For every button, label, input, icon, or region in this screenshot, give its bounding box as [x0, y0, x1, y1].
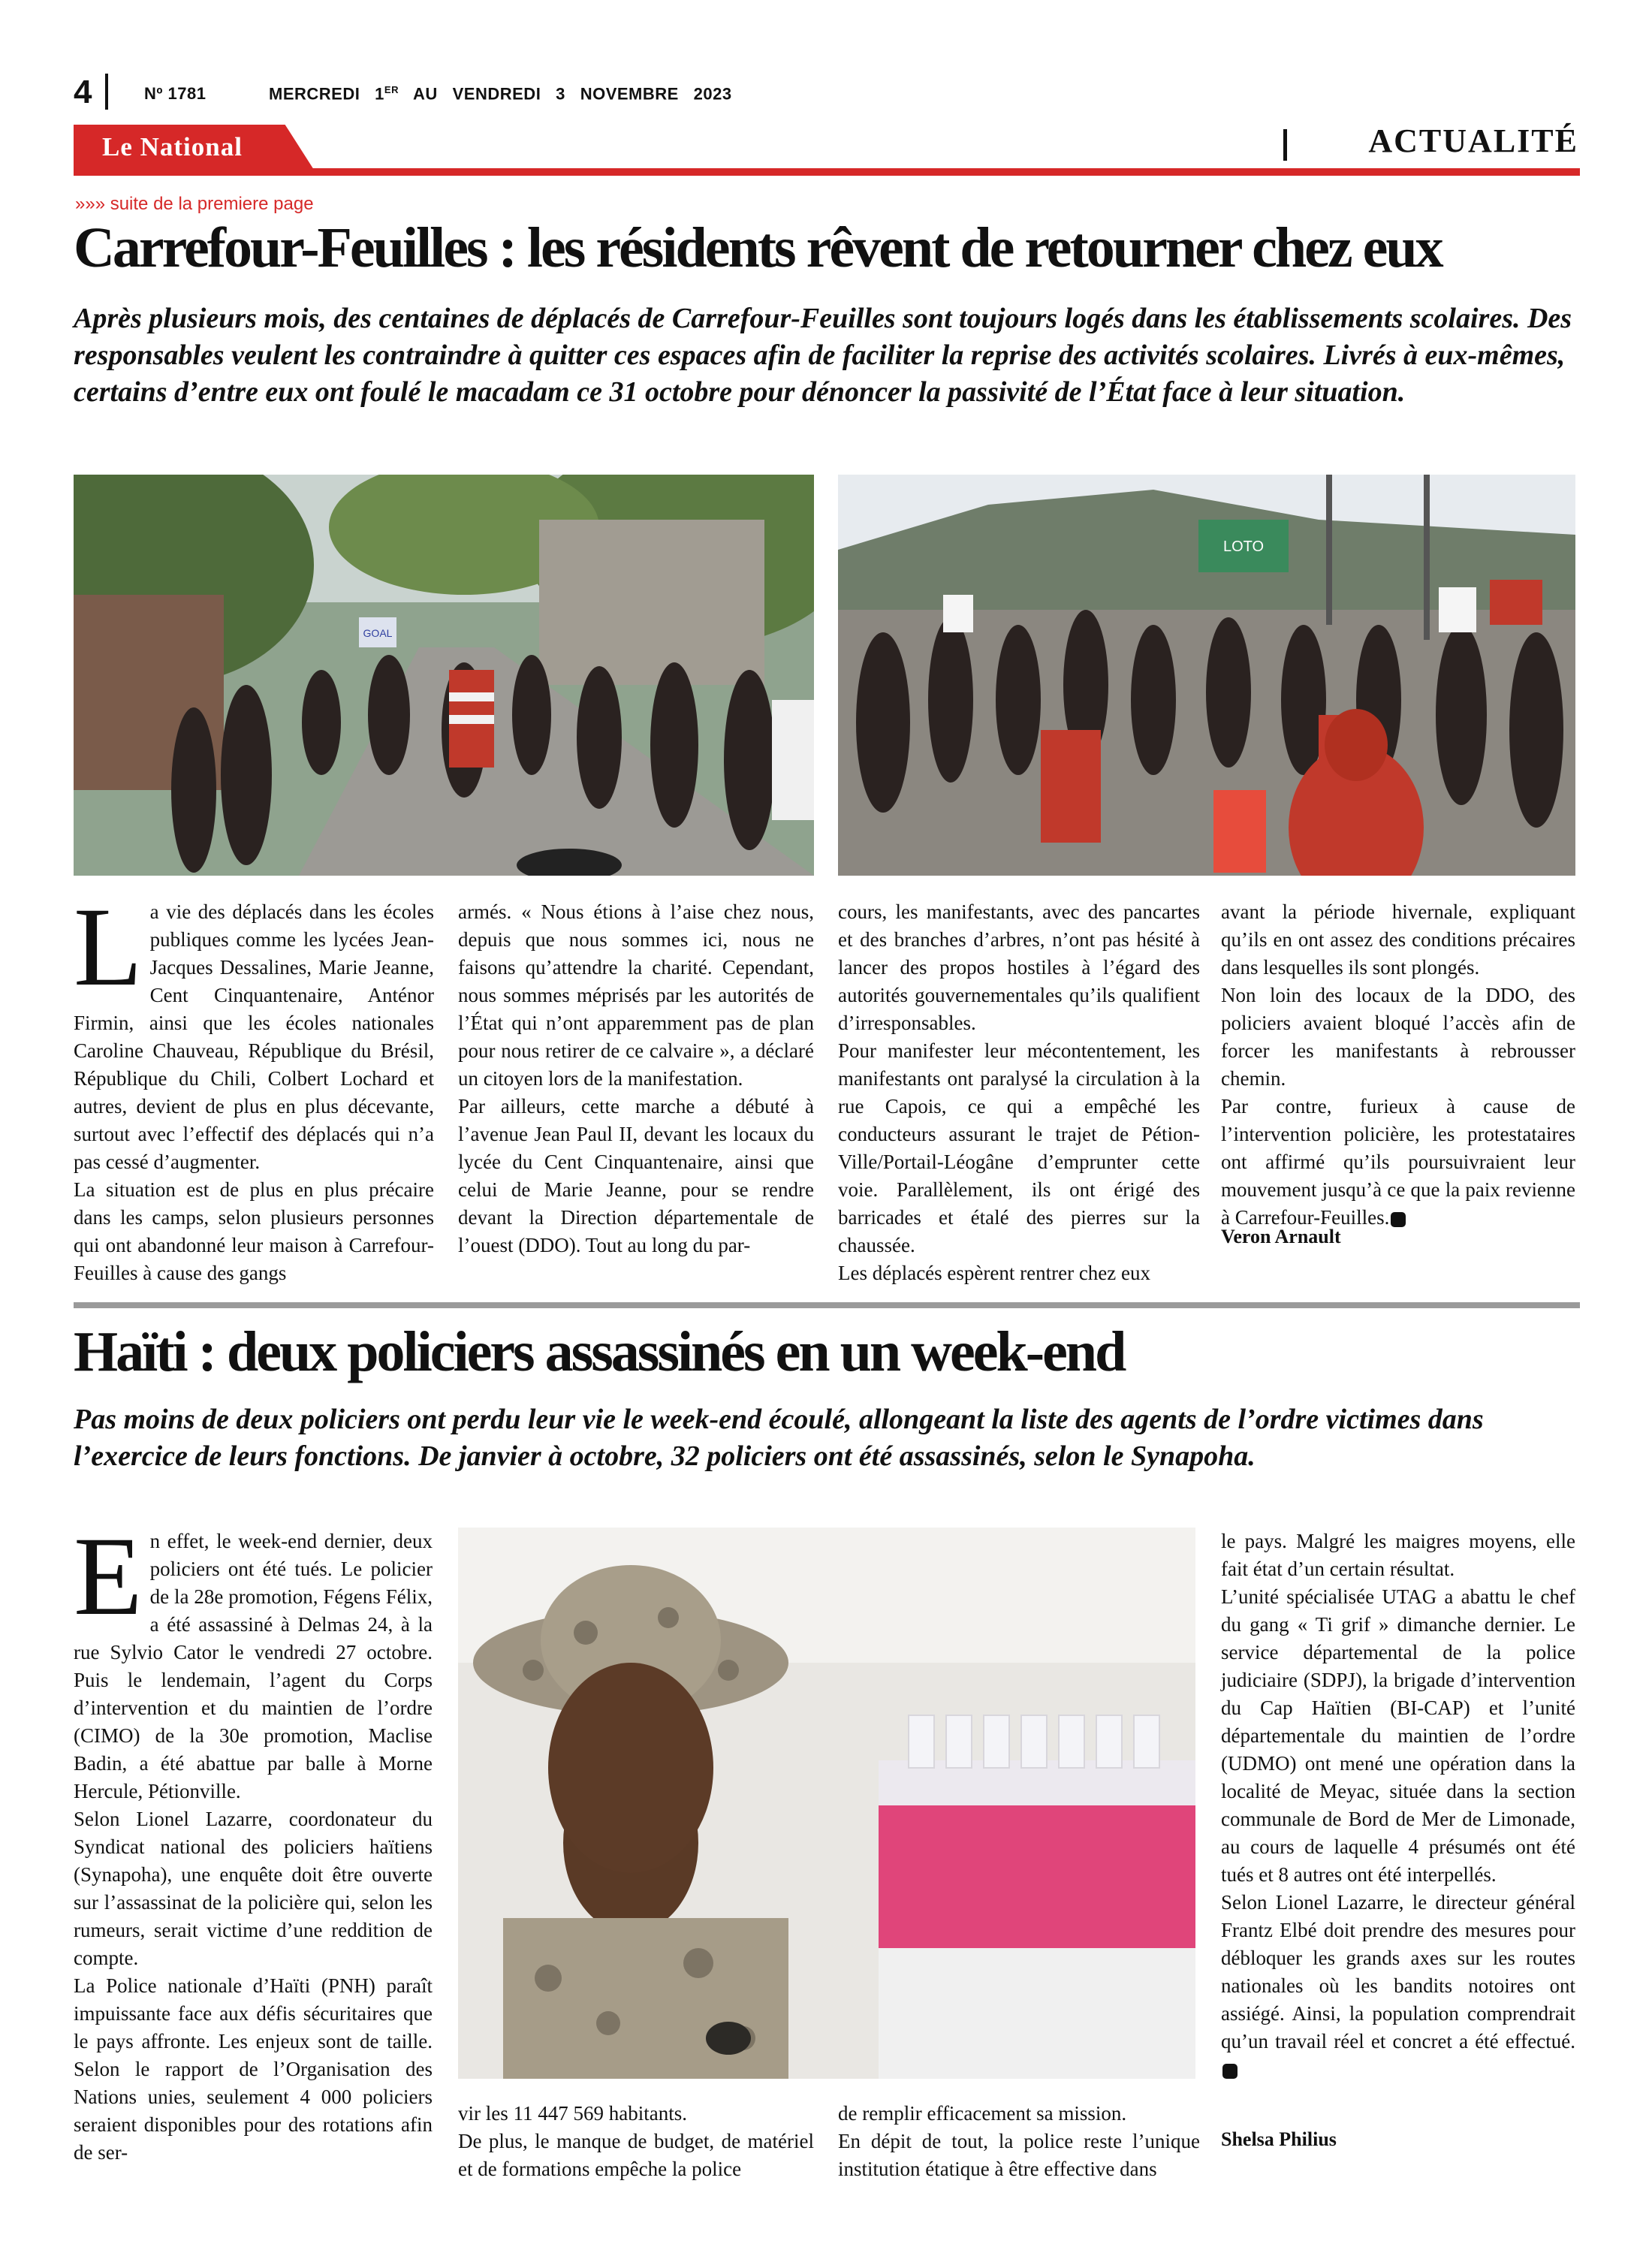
section-divider — [1283, 129, 1287, 161]
article2-paragraph: vir les 11 447 569 habitants. — [458, 2102, 687, 2125]
article1-column-4 — [1221, 898, 1575, 1232]
article1-column-1 — [74, 885, 434, 1287]
article1-column-3 — [838, 898, 1200, 1287]
issue-number: Nº 1781 — [144, 84, 206, 103]
article2-paragraph: La Police nationale d’Haïti (PNH) paraît impuissante face aux défis sécuritaires que le pays affronte. Les enjeux sont de taille. Selon le rapport de l’Organisation des Nations unies, seulement 4 000 policiers seraient disponibles pour des rotations afin de ser- — [74, 1974, 433, 2164]
article1-dropcap: L — [74, 885, 143, 1009]
article2-author: Shelsa Philius — [1221, 2128, 1337, 2150]
article-divider — [74, 1302, 1580, 1308]
protest-photo-street — [74, 475, 814, 876]
article1-paragraph: Les déplacés espèrent rentrer chez eux — [838, 1262, 1151, 1284]
police-officer-portrait — [458, 1528, 1195, 2079]
issue-date — [269, 84, 732, 104]
article1-paragraph: La situation est de plus en plus précaire dans les camps, selon plusieurs personnes qui ont abandonné leur maison à Carrefour-Feuilles à cause des gangs — [74, 1178, 434, 1284]
article2-paragraph: le pays. Malgré les maigres moyens, elle fait état d’un certain résultat. — [1221, 1530, 1575, 1580]
section-title: ACTUALITÉ — [1368, 122, 1578, 159]
article1-author: Veron Arnault — [1221, 1226, 1341, 1247]
page-number: 4 — [74, 74, 92, 110]
article1-column-2 — [458, 898, 814, 1259]
end-of-article-icon — [1222, 2064, 1237, 2079]
continued-link[interactable]: »»» suite de la premiere page — [75, 194, 314, 214]
article2-column-3 — [838, 2100, 1200, 2183]
date-prefix: MERCREDI 1 — [269, 84, 384, 104]
article1-paragraph: armés. « Nous étions à l’aise chez nous, depuis que nous sommes ici, nous ne faisons qu’attendre la charité. Cependant, nous sommes méprisés par les autorités de l’État qui n’ont apparemment pas de plan pour nous retirer de ce calvaire », a déclaré un citoyen lors de la manifestation. — [458, 900, 814, 1090]
article1-paragraph: Par contre, furieux à cause de l’intervention policière, les protestataires ont affirmé qu’ils poursuivraient leur mouvement jusqu’à ce que la paix revienne à Carrefour-Feuilles. — [1221, 1095, 1575, 1229]
article1-paragraph: Non loin des locaux de la DDO, des policiers avaient bloqué l’accès afin de forcer les manifestants à rebrousser chemin. — [1221, 984, 1575, 1090]
street-sign-text: GOAL — [363, 627, 393, 639]
article2-paragraph: n effet, le week-end dernier, deux policiers ont été tués. Le policier de la 28e promotion, Fégens Félix, a été assassiné à Delmas 24, à la rue Sylvio Cator le vendredi 27 octobre. Puis le lendemain, l’agent du Corps d’intervention et du maintien de l’ordre (CIMO) de la 30e promotion, Maclise Badin, a été abattue par balle à Morne Hercule, Pétionville. — [74, 1530, 433, 1802]
date-superscript: ER — [384, 84, 399, 95]
article1-headline: Carrefour-Feuilles : les résidents rêvent de retourner chez eux — [74, 216, 1442, 279]
article1-lead: Après plusieurs mois, des centaines de déplacés de Carrefour-Feuilles sont toujours logés dans les établissements scolaires. Des responsables veulent les contraindre à quitter ces espaces afin de faciliter la reprise des activités scolaires. Livrés à eux-mêmes, certains d’entre eux ont foulé le macadam ce 31 octobre pour dénoncer la passivité de l’État face à leur situation. — [74, 303, 1572, 408]
article1-paragraph: Par ailleurs, cette marche a débuté à l’avenue Jean Paul II, devant les locaux du lycée du Cent Cinquantenaire, ainsi que celui de Marie Jeanne, pour se rendre devant la Direction départementale de l’ouest (DDO). Tout au long du par- — [458, 1095, 814, 1256]
article1-paragraph: a vie des déplacés dans les écoles publiques comme les lycées Jean-Jacques Dessalines, Marie Jeanne, Cent Cinquantenaire, Anténor Firmin, ainsi que les écoles nationales Caroline Chauveau, République du Brésil, République du Chili, Colbert Lochard et autres, devient de plus en plus décevante, surtout avec l’effectif des déplacés qui n’a pas cessé d’augmenter. — [74, 900, 434, 1173]
article2-column-4 — [1221, 1528, 1575, 2083]
page-number-divider — [105, 74, 108, 110]
article2-paragraph: de remplir efficacement sa mission. — [838, 2102, 1127, 2125]
billboard-text: LOTO — [1222, 538, 1265, 555]
article2-column-1 — [74, 1514, 433, 2167]
article1-paragraph: Pour manifester leur mécontentement, les manifestants ont paralysé la circulation à la rue Capois, ce qui a empêché les conducteurs assurant le trajet de Pétion-Ville/Portail-Léogâne d’emprunter cette voie. Parallèlement, ils ont érigé des barricades et étalé des pierres sur la chaussée. — [838, 1039, 1200, 1256]
date-suffix: AU VENDREDI 3 NOVEMBRE 2023 — [398, 84, 732, 104]
header-rule — [74, 168, 1580, 176]
article1-paragraph: avant la période hivernale, expliquant qu’ils en ont assez des conditions précaires dans lesquelles ils sont plongés. — [1221, 900, 1575, 979]
article2-paragraph: L’unité spécialisée UTAG a abattu le chef du gang « Ti grif » dimanche dernier. Le service départemental de la police judiciaire (SDPJ), la brigade d’intervention du Cap Haïtien (BI-CAP) et l’unité départementale du maintien de l’ordre (UDMO) ont mené une opération dans la localité de Meyac, située dans la section communale de Bord de Mer de Limonade, au cours de laquelle 4 présumés ont été tués et 8 autres ont été interpellés. — [1221, 1585, 1575, 1886]
brand-name: Le National — [102, 132, 243, 161]
protest-photo-crowd — [838, 475, 1575, 876]
article2-headline: Haïti : deux policiers assassinés en un week-end — [74, 1320, 1125, 1383]
article2-dropcap: E — [74, 1514, 143, 1639]
article1-paragraph: cours, les manifestants, avec des pancartes et des branches d’arbres, n’ont pas hésité à lancer des propos hostiles à l’égard des autorités gouvernementales qu’ils qualifient d’irresponsables. — [838, 900, 1200, 1034]
article2-lead: Pas moins de deux policiers ont perdu leur vie le week-end écoulé, allongeant la liste des agents de l’ordre victimes dans l’exercice de leurs fonctions. De janvier à octobre, 32 policiers ont été assassinés, selon le Synapoha. — [74, 1404, 1484, 1472]
article2-column-2 — [458, 2100, 814, 2183]
article2-paragraph: Selon Lionel Lazarre, le directeur général Frantz Elbé doit prendre des mesures pour débloquer les grands axes sur les routes nationales où les bandits notoires ont assiégé. Ainsi, la population comprendrait qu’un travail réel et concret a été effectué. — [1221, 1891, 1575, 2052]
article2-paragraph: Selon Lionel Lazarre, coordonateur du Syndicat national des policiers haïtiens (Synapoha), une enquête doit être ouverte sur l’assassinat de la policière qui, selon les rumeurs, serait victime d’une reddition de compte. — [74, 1808, 433, 1969]
article2-paragraph: En dépit de tout, la police reste l’unique institution étatique à être effective dans — [838, 2130, 1200, 2180]
end-of-article-icon — [1391, 1212, 1406, 1227]
article2-paragraph: De plus, le manque de budget, de matériel et de formations empêche la police — [458, 2130, 814, 2180]
